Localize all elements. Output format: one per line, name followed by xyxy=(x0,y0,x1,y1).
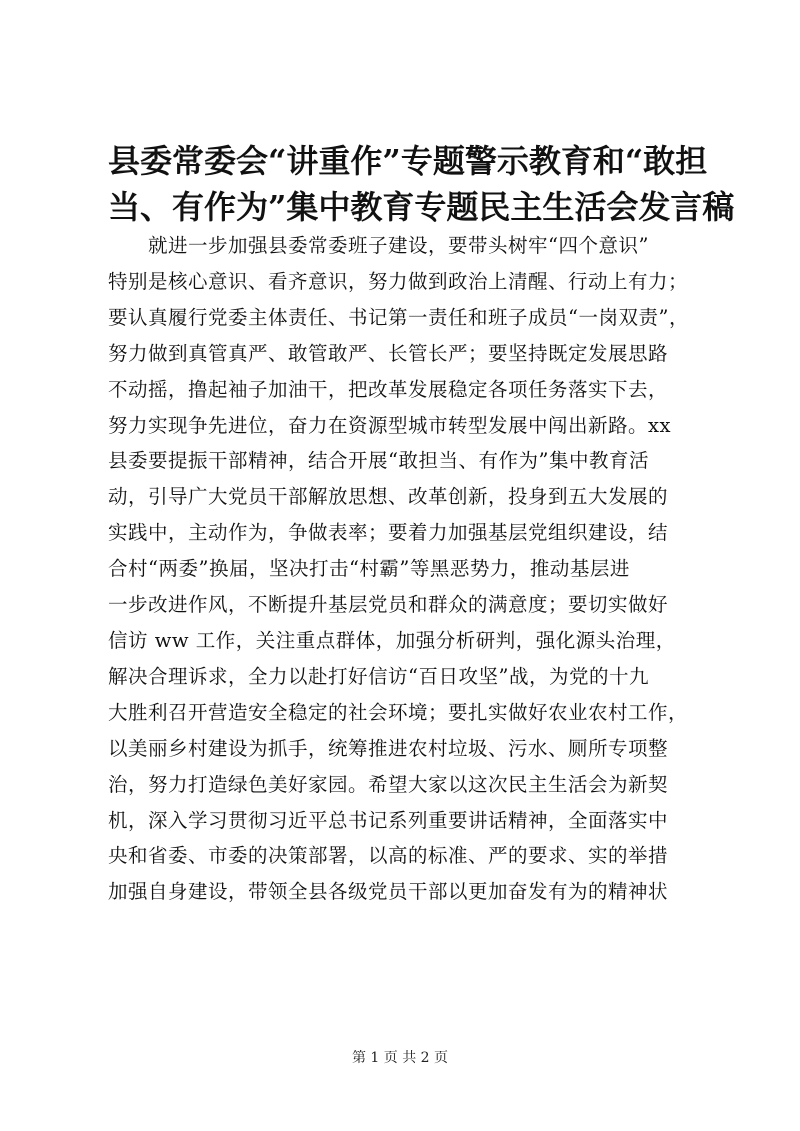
body-line: 实践中，主动作为，争做表率；要着力加强基层党组织建设，结 xyxy=(108,521,669,545)
body-line: 机，深入学习贯彻习近平总书记系列重要讲话精神，全面落实中 xyxy=(108,808,669,832)
body-line: 努力实现争先进位，奋力在资源型城市转型发展中闯出新路。xx xyxy=(108,413,671,437)
body-line: 治，努力打造绿色美好家园。希望大家以这次民主生活会为新契 xyxy=(108,772,669,796)
body-line: 央和省委、市委的决策部署，以高的标准、严的要求、实的举措 xyxy=(108,844,669,868)
body-line: 努力做到真管真严、敢管敢严、长管长严；要坚持既定发展思路 xyxy=(108,341,669,365)
document-title xyxy=(108,138,735,230)
body-line: 信访 ww 工作，关注重点群体，加强分析研判，强化源头治理， xyxy=(108,628,676,652)
body-line: 动，引导广大党员干部解放思想、改革创新，投身到五大发展的 xyxy=(108,485,669,509)
page-number-footer: 第 1 页 共 2 页 xyxy=(351,1050,449,1066)
title-line-2: 当、有作为”集中教育专题民主生活会发言稿 xyxy=(108,188,735,226)
title-line-1: 县委常委会“讲重作”专题警示教育和“敢担 xyxy=(108,142,708,180)
body-line: 合村“两委”换届，坚决打击“村霸”等黑恶势力，推动基层进 xyxy=(108,557,630,581)
body-line: 就进一步加强县委常委班子建设，要带头树牢“四个意识” xyxy=(148,234,649,257)
body-line: 要认真履行党委主体责任、书记第一责任和班子成员“一岗双责”， xyxy=(108,305,689,329)
body-line: 解决合理诉求，全力以赴打好信访“百日攻坚”战，为党的十九 xyxy=(108,664,649,688)
body-line: 以美丽乡村建设为抓手，统筹推进农村垃圾、污水、厕所专项整 xyxy=(108,736,669,760)
body-paragraph xyxy=(108,228,708,910)
body-line: 不动摇，撸起袖子加油干，把改革发展稳定各项任务落实下去， xyxy=(108,377,669,401)
body-line: 特别是核心意识、看齐意识，努力做到政治上清醒、行动上有力； xyxy=(108,269,689,293)
body-line: 大胜利召开营造安全稳定的社会环境；要扎实做好农业农村工作， xyxy=(108,700,689,724)
body-line: 县委要提振干部精神，结合开展“敢担当、有作为”集中教育活 xyxy=(108,449,649,473)
body-line: 一步改进作风，不断提升基层党员和群众的满意度；要切实做好 xyxy=(108,593,669,617)
body-line: 加强自身建设，带领全县各级党员干部以更加奋发有为的精神状 xyxy=(108,880,669,904)
